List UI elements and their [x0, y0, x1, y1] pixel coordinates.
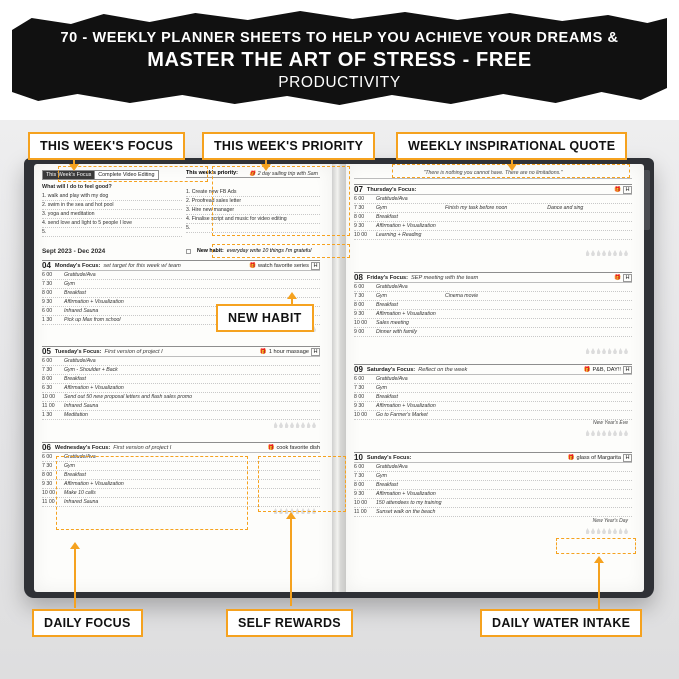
day-header	[42, 260, 320, 271]
table-row	[42, 402, 320, 411]
water-drop-icon[interactable]	[624, 528, 628, 534]
table-row	[42, 462, 320, 471]
water-drop-icon[interactable]	[591, 528, 595, 534]
table-row	[354, 328, 632, 337]
day-footer-note: New Year's Day	[592, 518, 628, 524]
row-task[interactable]: Breakfast	[64, 376, 86, 382]
date-range: Sept 2023 - Dec 2024	[42, 248, 106, 255]
row-task[interactable]: Gym	[64, 463, 75, 469]
banner-line-2: MASTER THE ART OF STRESS - FREE	[147, 49, 532, 71]
row-time: 6 00	[354, 196, 365, 202]
this-weeks-focus-panel	[42, 170, 182, 255]
row-task[interactable]: Gratitude/Ava	[64, 454, 96, 460]
day-footer-note: New Year's Eve	[592, 420, 628, 426]
water-drop-icon[interactable]	[597, 430, 601, 436]
list-item[interactable]: 5.	[186, 224, 320, 233]
table-row	[354, 508, 632, 517]
water-drop-icon[interactable]	[285, 422, 289, 428]
row-time: 1 30	[42, 317, 53, 323]
water-drop-icon[interactable]	[602, 528, 606, 534]
day-entry-08	[354, 272, 632, 337]
water-drop-icon[interactable]	[613, 430, 617, 436]
gift-icon: 🎁	[613, 274, 621, 281]
product-photo	[0, 120, 679, 679]
water-drop-icon[interactable]	[274, 422, 278, 428]
banner-line-3: PRODUCTIVITY	[278, 74, 401, 91]
day-reward-text[interactable]: watch favorite series	[257, 262, 309, 269]
row-task[interactable]: Gratitude/Ava	[64, 272, 96, 278]
table-row	[354, 463, 632, 472]
row-time: 10 00	[354, 232, 367, 238]
feelgood-list	[42, 192, 182, 237]
row-task[interactable]: Sunset walk on the beach	[376, 509, 436, 515]
row-time: 7 30	[354, 205, 365, 211]
table-row	[354, 319, 632, 328]
row-task[interactable]: Breakfast	[64, 472, 86, 478]
row-task[interactable]: Gym	[376, 205, 387, 211]
day-reward-text[interactable]: 1 hour massage	[268, 348, 309, 355]
row-time: 1 30	[42, 412, 53, 418]
feelgood-prompt: What will I do to feel good?	[42, 184, 112, 190]
row-task[interactable]: Affirmation + Visualization	[376, 223, 436, 229]
planner-book	[24, 158, 654, 598]
day-reward	[568, 454, 632, 462]
list-item[interactable]: 3. Hire new manager	[186, 206, 320, 215]
water-intake-tracker[interactable]	[586, 348, 629, 354]
day-header	[354, 364, 632, 375]
day-number: 10	[354, 453, 363, 462]
weekly-reward-text: 2 day sailing trip with Sam	[257, 171, 318, 177]
book-bookmark	[643, 170, 650, 230]
row-task[interactable]: Infrared Sauna	[64, 403, 99, 409]
day-number: 04	[42, 261, 51, 270]
callout-daily-focus: DAILY FOCUS	[32, 609, 143, 637]
list-item[interactable]: 5.	[42, 228, 182, 237]
list-item[interactable]: 1. Create new FB Ads	[186, 188, 320, 197]
water-drop-icon[interactable]	[586, 250, 590, 256]
row-task[interactable]: Affirmation + Visualization	[376, 403, 436, 409]
row-time: 10 00	[354, 500, 367, 506]
list-item[interactable]: 1. walk and play with my dog	[42, 192, 182, 201]
day-number: 05	[42, 347, 51, 356]
row-task[interactable]: Send out 50 new proposal letters and flash sales promo	[64, 394, 193, 400]
gift-icon: 🎁	[248, 262, 256, 269]
callout-this-weeks-priority: THIS WEEK'S PRIORITY	[202, 132, 375, 160]
row-task[interactable]: Dinner with family	[376, 329, 417, 335]
banner-text	[0, 0, 679, 120]
day-rows	[354, 463, 632, 517]
row-task[interactable]: Affirmation + Visualization	[64, 481, 124, 487]
book-spine	[332, 164, 346, 592]
row-task[interactable]: Meditation	[64, 412, 88, 418]
water-drop-icon[interactable]	[624, 348, 628, 354]
water-drop-icon[interactable]	[602, 250, 606, 256]
row-time: 10 00	[354, 412, 367, 418]
water-drop-icon[interactable]	[597, 528, 601, 534]
water-intake-tracker[interactable]	[274, 422, 317, 428]
day-header	[42, 442, 320, 453]
table-row	[354, 310, 632, 319]
day-focus-value[interactable]: SEP meeting with the team	[411, 274, 479, 281]
water-drop-icon[interactable]	[307, 422, 311, 428]
row-time: 7 30	[42, 463, 53, 469]
row-task[interactable]: Learning + Reading	[376, 232, 422, 238]
water-drop-icon[interactable]	[619, 528, 623, 534]
table-row	[354, 402, 632, 411]
water-drop-icon[interactable]	[597, 348, 601, 354]
this-weeks-priority-panel	[186, 170, 320, 254]
water-drop-icon[interactable]	[586, 430, 590, 436]
water-drop-icon[interactable]	[613, 528, 617, 534]
day-rows	[354, 195, 632, 240]
row-time: 9 30	[354, 223, 365, 229]
table-row	[42, 411, 320, 420]
row-time: 9 00	[354, 329, 365, 335]
habit-box[interactable]: H	[623, 274, 632, 282]
header-banner	[0, 0, 679, 120]
day-number: 06	[42, 443, 51, 452]
list-item[interactable]: 4. send love and light to 5 people I love	[42, 219, 182, 228]
table-row	[354, 393, 632, 402]
day-reward	[260, 348, 320, 356]
row-task[interactable]: 150 attendees to my training	[376, 500, 442, 506]
table-row	[42, 289, 320, 298]
row-task[interactable]: Breakfast	[64, 290, 86, 296]
table-row	[42, 489, 320, 498]
water-drop-icon[interactable]	[296, 508, 300, 514]
priority-list	[186, 188, 320, 233]
water-intake-tracker[interactable]	[586, 528, 629, 534]
tab-this-weeks-focus[interactable]: This Week's Focus	[42, 170, 95, 180]
row-task[interactable]: Gym	[376, 293, 387, 299]
day-reward	[614, 274, 632, 282]
row-task[interactable]: Gym - Shoulder + Back	[64, 367, 118, 373]
row-task[interactable]: Sales meeting	[376, 320, 409, 326]
day-entry-07	[354, 184, 632, 240]
row-task[interactable]: Breakfast	[376, 302, 398, 308]
row-time: 10 00	[354, 320, 367, 326]
arrow-self-rewards	[286, 512, 296, 608]
table-row	[42, 357, 320, 366]
row-time: 6 00	[42, 308, 53, 314]
water-drop-icon[interactable]	[312, 422, 316, 428]
row-time: 8 00	[354, 394, 365, 400]
water-drop-icon[interactable]	[301, 508, 305, 514]
row-extra[interactable]: Dance and sing	[547, 205, 584, 211]
table-row	[354, 222, 632, 231]
row-task[interactable]: Breakfast	[376, 482, 398, 488]
day-header	[354, 272, 632, 283]
habit-box[interactable]: H	[623, 186, 632, 194]
day-rows	[354, 375, 632, 420]
table-row	[42, 366, 320, 375]
row-task[interactable]: Affirmation + Visualization	[64, 299, 124, 305]
day-rows	[42, 357, 320, 420]
water-drop-icon[interactable]	[296, 422, 300, 428]
water-drop-icon[interactable]	[586, 528, 590, 534]
table-row	[354, 490, 632, 499]
row-task[interactable]: Affirmation + Visualization	[64, 385, 124, 391]
water-drop-icon[interactable]	[602, 348, 606, 354]
water-drop-icon[interactable]	[608, 250, 612, 256]
row-time: 7 30	[354, 385, 365, 391]
row-task[interactable]: Affirmation + Visualization	[376, 311, 436, 317]
day-label: Monday's Focus:	[54, 262, 101, 269]
table-row	[42, 453, 320, 462]
arrow-daily-focus	[70, 534, 80, 608]
day-number: 07	[354, 185, 363, 194]
callout-self-rewards: SELF REWARDS	[226, 609, 353, 637]
callout-this-weeks-focus: THIS WEEK'S FOCUS	[28, 132, 185, 160]
row-time: 11 00	[42, 403, 55, 409]
habit-box[interactable]: H	[311, 262, 320, 270]
water-drop-icon[interactable]	[591, 250, 595, 256]
water-drop-icon[interactable]	[279, 422, 283, 428]
row-time: 11 00	[354, 509, 367, 515]
row-time: 8 00	[354, 214, 365, 220]
row-task[interactable]: Infrared Sauna	[64, 308, 99, 314]
day-reward	[249, 262, 320, 270]
row-time: 11 00	[42, 499, 55, 505]
row-task[interactable]: Affirmation + Visualization	[376, 491, 436, 497]
water-drop-icon[interactable]	[290, 422, 294, 428]
row-task[interactable]: Gratitude/Ava	[376, 196, 408, 202]
day-reward	[614, 186, 632, 194]
water-drop-icon[interactable]	[619, 430, 623, 436]
list-item[interactable]: 4. Finalise script and music for video editing	[186, 215, 320, 224]
water-intake-tracker[interactable]	[586, 250, 629, 256]
day-label: Thursday's Focus:	[366, 186, 417, 193]
gift-icon: 🎁	[567, 454, 575, 461]
table-row	[354, 384, 632, 393]
table-row	[354, 204, 632, 213]
water-drop-icon[interactable]	[608, 430, 612, 436]
table-row	[354, 411, 632, 420]
day-reward-text[interactable]: glass of Margarita	[576, 454, 621, 461]
day-entry-09	[354, 364, 632, 426]
new-habit-label: New habit:	[197, 248, 224, 254]
row-time: 6 00	[42, 454, 53, 460]
day-rows	[42, 453, 320, 507]
water-drop-icon[interactable]	[624, 430, 628, 436]
day-label: Friday's Focus:	[366, 274, 409, 281]
day-header	[42, 346, 320, 357]
day-reward-text[interactable]: cook favorite dish	[276, 444, 320, 451]
row-time: 6 00	[42, 272, 53, 278]
row-time: 10 00	[42, 490, 55, 496]
water-drop-icon[interactable]	[301, 422, 305, 428]
water-drop-icon[interactable]	[591, 348, 595, 354]
table-row	[42, 384, 320, 393]
gift-icon: 🎁	[613, 186, 621, 193]
day-reward-text[interactable]: P&B, DAY!!	[592, 366, 621, 373]
day-label: Sunday's Focus:	[366, 454, 412, 461]
water-drop-icon[interactable]	[279, 508, 283, 514]
table-row	[354, 213, 632, 222]
table-row	[42, 471, 320, 480]
water-drop-icon[interactable]	[586, 348, 590, 354]
water-drop-icon[interactable]	[613, 348, 617, 354]
row-time: 7 30	[42, 281, 53, 287]
table-row	[42, 498, 320, 507]
table-row	[42, 280, 320, 289]
new-habit-value[interactable]: everyday write 10 things I'm grateful	[226, 248, 312, 254]
table-row	[354, 231, 632, 240]
table-row	[354, 499, 632, 508]
row-task[interactable]: Gratitude/Ava	[376, 376, 408, 382]
row-task[interactable]: Gym	[376, 473, 387, 479]
table-row	[42, 480, 320, 489]
list-item[interactable]: 2. Proofread sales letter	[186, 197, 320, 206]
row-time: 9 30	[354, 491, 365, 497]
day-rows	[354, 283, 632, 337]
table-row	[354, 375, 632, 384]
row-time: 8 00	[42, 376, 53, 382]
day-entry-05	[42, 346, 320, 420]
day-label: Saturday's Focus:	[366, 366, 416, 373]
water-drop-icon[interactable]	[624, 250, 628, 256]
water-drop-icon[interactable]	[602, 430, 606, 436]
callout-weekly-quote: WEEKLY INSPIRATIONAL QUOTE	[396, 132, 627, 160]
row-task[interactable]: Gratitude/Ava	[376, 284, 408, 290]
gift-icon: 🎁	[259, 348, 267, 355]
water-drop-icon[interactable]	[613, 250, 617, 256]
row-task[interactable]: Gratitude/Ava	[64, 358, 96, 364]
day-label: Wednesday's Focus:	[54, 444, 111, 451]
water-drop-icon[interactable]	[591, 430, 595, 436]
gift-icon: 🎁	[267, 444, 275, 451]
row-task[interactable]: Gratitude/Ava	[376, 464, 408, 470]
callout-water-intake: DAILY WATER INTAKE	[480, 609, 642, 637]
water-drop-icon[interactable]	[307, 508, 311, 514]
water-intake-tracker[interactable]	[586, 430, 629, 436]
habit-box[interactable]: H	[623, 366, 632, 374]
row-time: 8 00	[42, 472, 53, 478]
row-time: 9 30	[354, 403, 365, 409]
arrow-quote	[508, 158, 516, 172]
day-focus-value[interactable]: First version of project I	[104, 348, 163, 355]
new-habit-checkbox[interactable]	[186, 249, 191, 254]
table-row	[354, 283, 632, 292]
water-drop-icon[interactable]	[597, 250, 601, 256]
list-item[interactable]: 3. yoga and meditation	[42, 210, 182, 219]
row-time: 6 00	[354, 284, 365, 290]
day-number: 09	[354, 365, 363, 374]
arrow-priority	[262, 158, 270, 172]
row-time: 6 00	[354, 464, 365, 470]
row-time: 9 30	[354, 311, 365, 317]
arrow-water-intake	[594, 554, 604, 608]
row-time: 9 30	[42, 481, 53, 487]
day-label: Tuesday's Focus:	[54, 348, 102, 355]
table-row	[354, 472, 632, 481]
row-task[interactable]: Infrared Sauna	[64, 499, 99, 505]
day-focus-value[interactable]: set target for this week w/ team	[103, 262, 181, 269]
day-reward	[583, 366, 632, 374]
day-header	[354, 184, 632, 195]
gift-icon: 🎁	[583, 366, 591, 373]
water-drop-icon[interactable]	[619, 348, 623, 354]
row-time: 6 30	[42, 385, 53, 391]
row-task[interactable]: Gym	[376, 385, 387, 391]
banner-line-1: 70 - WEEKLY PLANNER SHEETS TO HELP YOU ACHIEVE YOUR DREAMS &	[60, 30, 619, 46]
weekly-inspirational-quote: "There is nothing you cannot have. There are no limitations."	[354, 170, 632, 179]
arrow-focus	[70, 158, 78, 172]
right-page	[346, 164, 644, 592]
day-entry-10	[354, 452, 632, 524]
day-entry-06	[42, 442, 320, 507]
row-time: 8 00	[354, 482, 365, 488]
day-reward	[268, 445, 321, 451]
table-row	[354, 292, 632, 301]
day-focus-value[interactable]: First version of project I	[113, 444, 172, 451]
habit-box[interactable]: H	[623, 454, 632, 462]
row-time: 7 30	[354, 473, 365, 479]
list-item[interactable]: 2. swim in the sea and hot pool	[42, 201, 182, 210]
row-time: 6 00	[42, 358, 53, 364]
day-header	[354, 452, 632, 463]
row-note[interactable]: Cinema movie	[444, 293, 479, 299]
water-drop-icon[interactable]	[312, 508, 316, 514]
row-task[interactable]: Make 10 calls	[64, 490, 96, 496]
row-time: 7 30	[354, 293, 365, 299]
water-drop-icon[interactable]	[608, 528, 612, 534]
row-note[interactable]: Finish my task before noon	[444, 205, 508, 211]
table-row	[354, 481, 632, 490]
row-time: 6 00	[354, 376, 365, 382]
day-focus-value[interactable]: Reflect on the week	[418, 366, 468, 373]
water-drop-icon[interactable]	[274, 508, 278, 514]
water-drop-icon[interactable]	[608, 348, 612, 354]
priority-title: This week's priority:	[186, 170, 320, 178]
focus-tabs	[42, 170, 182, 180]
water-drop-icon[interactable]	[619, 250, 623, 256]
new-habit-row	[186, 248, 311, 254]
row-task[interactable]: Go to Farmer's Market	[376, 412, 428, 418]
row-task[interactable]: Breakfast	[376, 394, 398, 400]
row-task[interactable]: Gym	[64, 281, 75, 287]
row-time: 8 00	[354, 302, 365, 308]
row-time: 7 30	[42, 367, 53, 373]
row-task[interactable]: Pick up Max from school	[64, 317, 121, 323]
gift-icon: 🎁	[249, 171, 256, 177]
day-number: 08	[354, 273, 363, 282]
focus-value[interactable]: Complete Video Editing	[95, 170, 158, 180]
habit-box[interactable]: H	[311, 348, 320, 356]
row-time: 8 00	[42, 290, 53, 296]
callout-new-habit: NEW HABIT	[216, 304, 314, 332]
table-row	[42, 393, 320, 402]
row-time: 9 30	[42, 299, 53, 305]
table-row	[354, 301, 632, 310]
arrow-new-habit	[288, 262, 296, 306]
row-task[interactable]: Breakfast	[376, 214, 398, 220]
table-row	[42, 375, 320, 384]
table-row	[42, 271, 320, 280]
table-row	[354, 195, 632, 204]
row-time: 10 00	[42, 394, 55, 400]
